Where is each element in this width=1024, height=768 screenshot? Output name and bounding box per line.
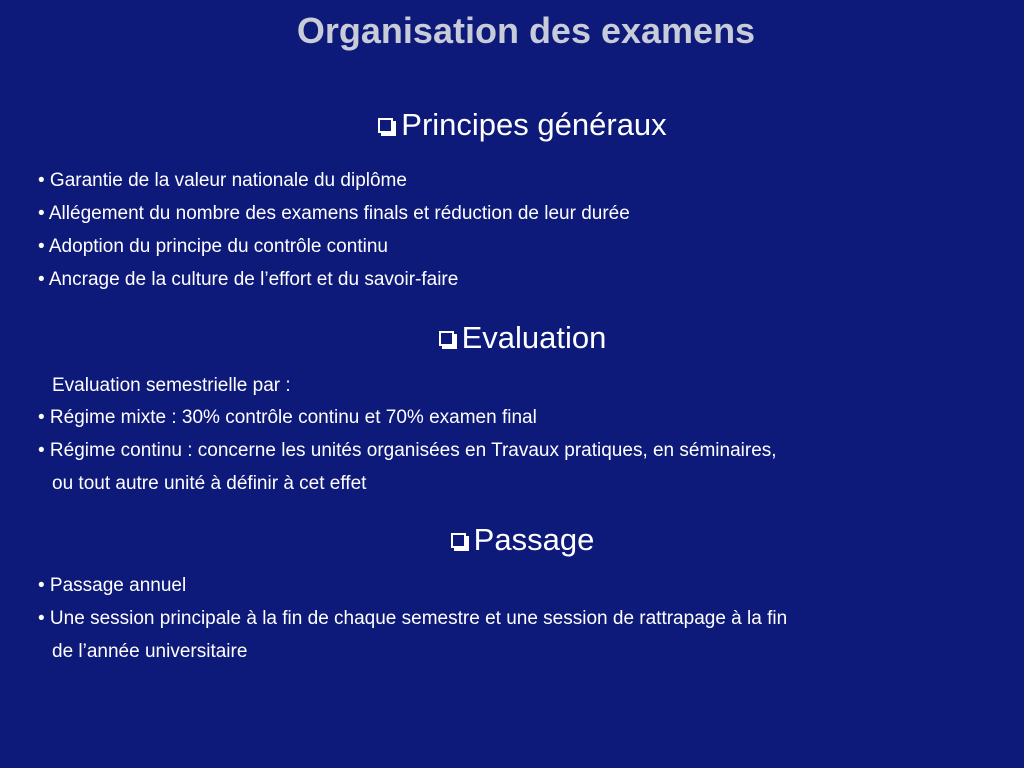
section-heading-label: Evaluation <box>461 320 607 355</box>
list-intro: Evaluation semestrielle par : <box>52 375 291 396</box>
section-heading-evaluation <box>0 320 1024 356</box>
list-item-continuation: de l’année universitaire <box>52 641 248 662</box>
list-item: • Régime continu : concerne les unités organisées en Travaux pratiques, en séminaires, <box>38 440 777 461</box>
list-item: • Passage annuel <box>38 575 187 596</box>
slide-title: Organisation des examens <box>296 10 756 51</box>
list-item: • Allégement du nombre des examens finals et réduction de leur durée <box>38 203 630 224</box>
section-heading-passage <box>0 522 1024 558</box>
section-heading-label: Principes généraux <box>401 107 667 142</box>
checkbox-icon <box>451 533 466 548</box>
checkbox-icon <box>439 331 454 346</box>
list-item: • Une session principale à la fin de chaque semestre et une session de rattrapage à la fin <box>38 608 788 629</box>
list-item-continuation: ou tout autre unité à définir à cet effet <box>52 473 367 494</box>
list-item: • Garantie de la valeur nationale du diplôme <box>38 170 407 191</box>
section-heading-principes <box>0 107 1024 143</box>
checkbox-icon <box>378 118 393 133</box>
list-item: • Ancrage de la culture de l’effort et du savoir-faire <box>38 269 459 290</box>
list-item: • Régime mixte : 30% contrôle continu et 70% examen final <box>38 407 537 428</box>
section-heading-label: Passage <box>473 522 595 557</box>
list-item: • Adoption du principe du contrôle continu <box>38 236 388 257</box>
